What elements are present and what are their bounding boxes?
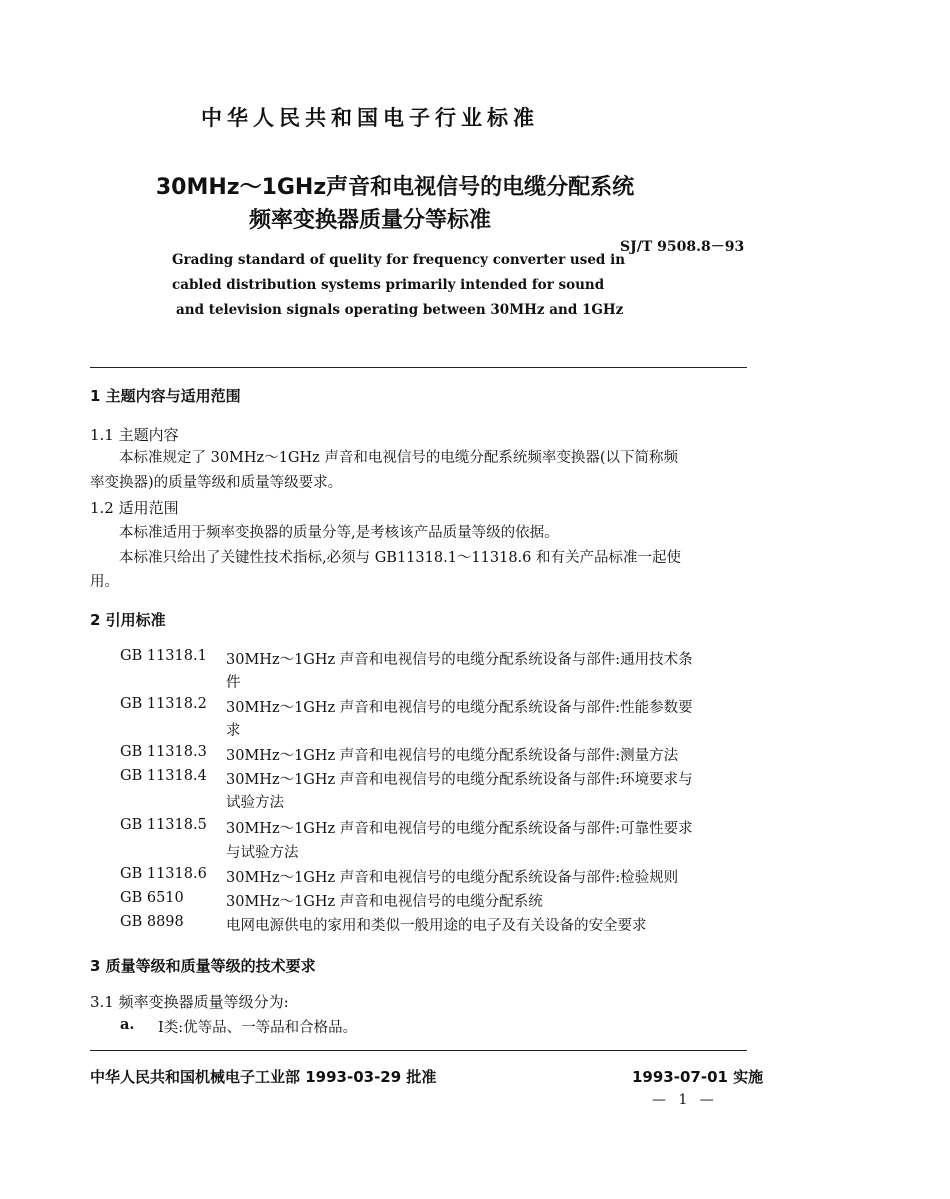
english-title-line: Grading standard of quelity for frequency converter used in	[172, 252, 626, 268]
standard-body-heading: 中华人民共和国电子行业标准	[201, 105, 539, 130]
reference-title-line1: 电网电源供电的家用和类似一般用途的电子及有关设备的安全要求	[226, 918, 647, 934]
section-1-1-heading: 1.1 主题内容	[90, 426, 179, 444]
header-divider	[90, 367, 747, 368]
reference-title-line1: 30MHz～1GHz 声音和电视信号的电缆分配系统设备与部件:检验规则	[226, 870, 679, 886]
implementation-date: 1993-07-01 实施	[632, 1068, 764, 1086]
list-item-a-label: a.	[120, 1016, 135, 1033]
section-2-heading: 2 引用标准	[90, 611, 166, 629]
reference-code: GB 11318.5	[120, 817, 207, 833]
section-1-heading: 1 主题内容与适用范围	[90, 387, 241, 405]
section-1-1-paragraph-line1: 本标准规定了 30MHz～1GHz 声音和电视信号的电缆分配系统频率变换器(以下简称频	[119, 450, 679, 466]
section-1-1-paragraph-line2: 率变换器)的质量等级和质量等级要求。	[90, 475, 343, 491]
reference-title-line1: 30MHz～1GHz 声音和电视信号的电缆分配系统设备与部件:测量方法	[226, 748, 679, 764]
document-title-line2: 频率变换器质量分等标准	[248, 208, 491, 233]
reference-code: GB 11318.3	[120, 744, 207, 760]
reference-code: GB 6510	[120, 890, 184, 906]
reference-code: GB 11318.4	[120, 768, 207, 784]
reference-title-line2: 与试验方法	[226, 845, 299, 861]
english-title	[172, 248, 625, 323]
reference-title-line1: 30MHz～1GHz 声音和电视信号的电缆分配系统设备与部件:环境要求与	[226, 772, 693, 788]
reference-title-line2: 试验方法	[226, 795, 284, 811]
reference-title-line2: 件	[226, 675, 241, 691]
footer-divider	[90, 1050, 747, 1051]
section-1-2-paragraph2-line2: 用。	[90, 574, 119, 590]
reference-title-line2: 求	[226, 723, 241, 739]
reference-title-line1: 30MHz～1GHz 声音和电视信号的电缆分配系统设备与部件:可靠性要求	[226, 821, 693, 837]
english-title-line: cabled distribution systems primarily intended for sound	[172, 277, 605, 293]
section-3-heading: 3 质量等级和质量等级的技术要求	[90, 957, 316, 975]
reference-title-line1: 30MHz～1GHz 声音和电视信号的电缆分配系统	[226, 894, 543, 910]
page-number: — 1 —	[652, 1092, 718, 1108]
section-1-2-heading: 1.2 适用范围	[90, 499, 179, 517]
list-item-a-text: Ⅰ类:优等品、一等品和合格品。	[158, 1020, 358, 1036]
reference-title-line1: 30MHz～1GHz 声音和电视信号的电缆分配系统设备与部件:通用技术条	[226, 652, 693, 668]
reference-code: GB 8898	[120, 914, 184, 930]
reference-title-line1: 30MHz～1GHz 声音和电视信号的电缆分配系统设备与部件:性能参数要	[226, 700, 693, 716]
document-title-line1: 30MHz～1GHz声音和电视信号的电缆分配系统	[155, 175, 635, 200]
reference-code: GB 11318.2	[120, 696, 207, 712]
section-1-2-paragraph1: 本标准适用于频率变换器的质量分等,是考核该产品质量等级的依据。	[119, 525, 559, 541]
approval-line: 中华人民共和国机械电子工业部 1993-03-29 批准	[90, 1068, 437, 1086]
section-3-1-heading: 3.1 频率变换器质量等级分为:	[90, 993, 289, 1011]
reference-code: GB 11318.6	[120, 866, 207, 882]
standard-code: SJ/T 9508.8－93	[620, 239, 745, 255]
english-title-line: and television signals operating between 30MHz and 1GHz	[176, 302, 624, 318]
section-1-2-paragraph2-line1: 本标准只给出了关键性技术指标,必须与 GB11318.1～11318.6 和有关产品标准一起使	[119, 550, 681, 566]
reference-code: GB 11318.1	[120, 648, 207, 664]
